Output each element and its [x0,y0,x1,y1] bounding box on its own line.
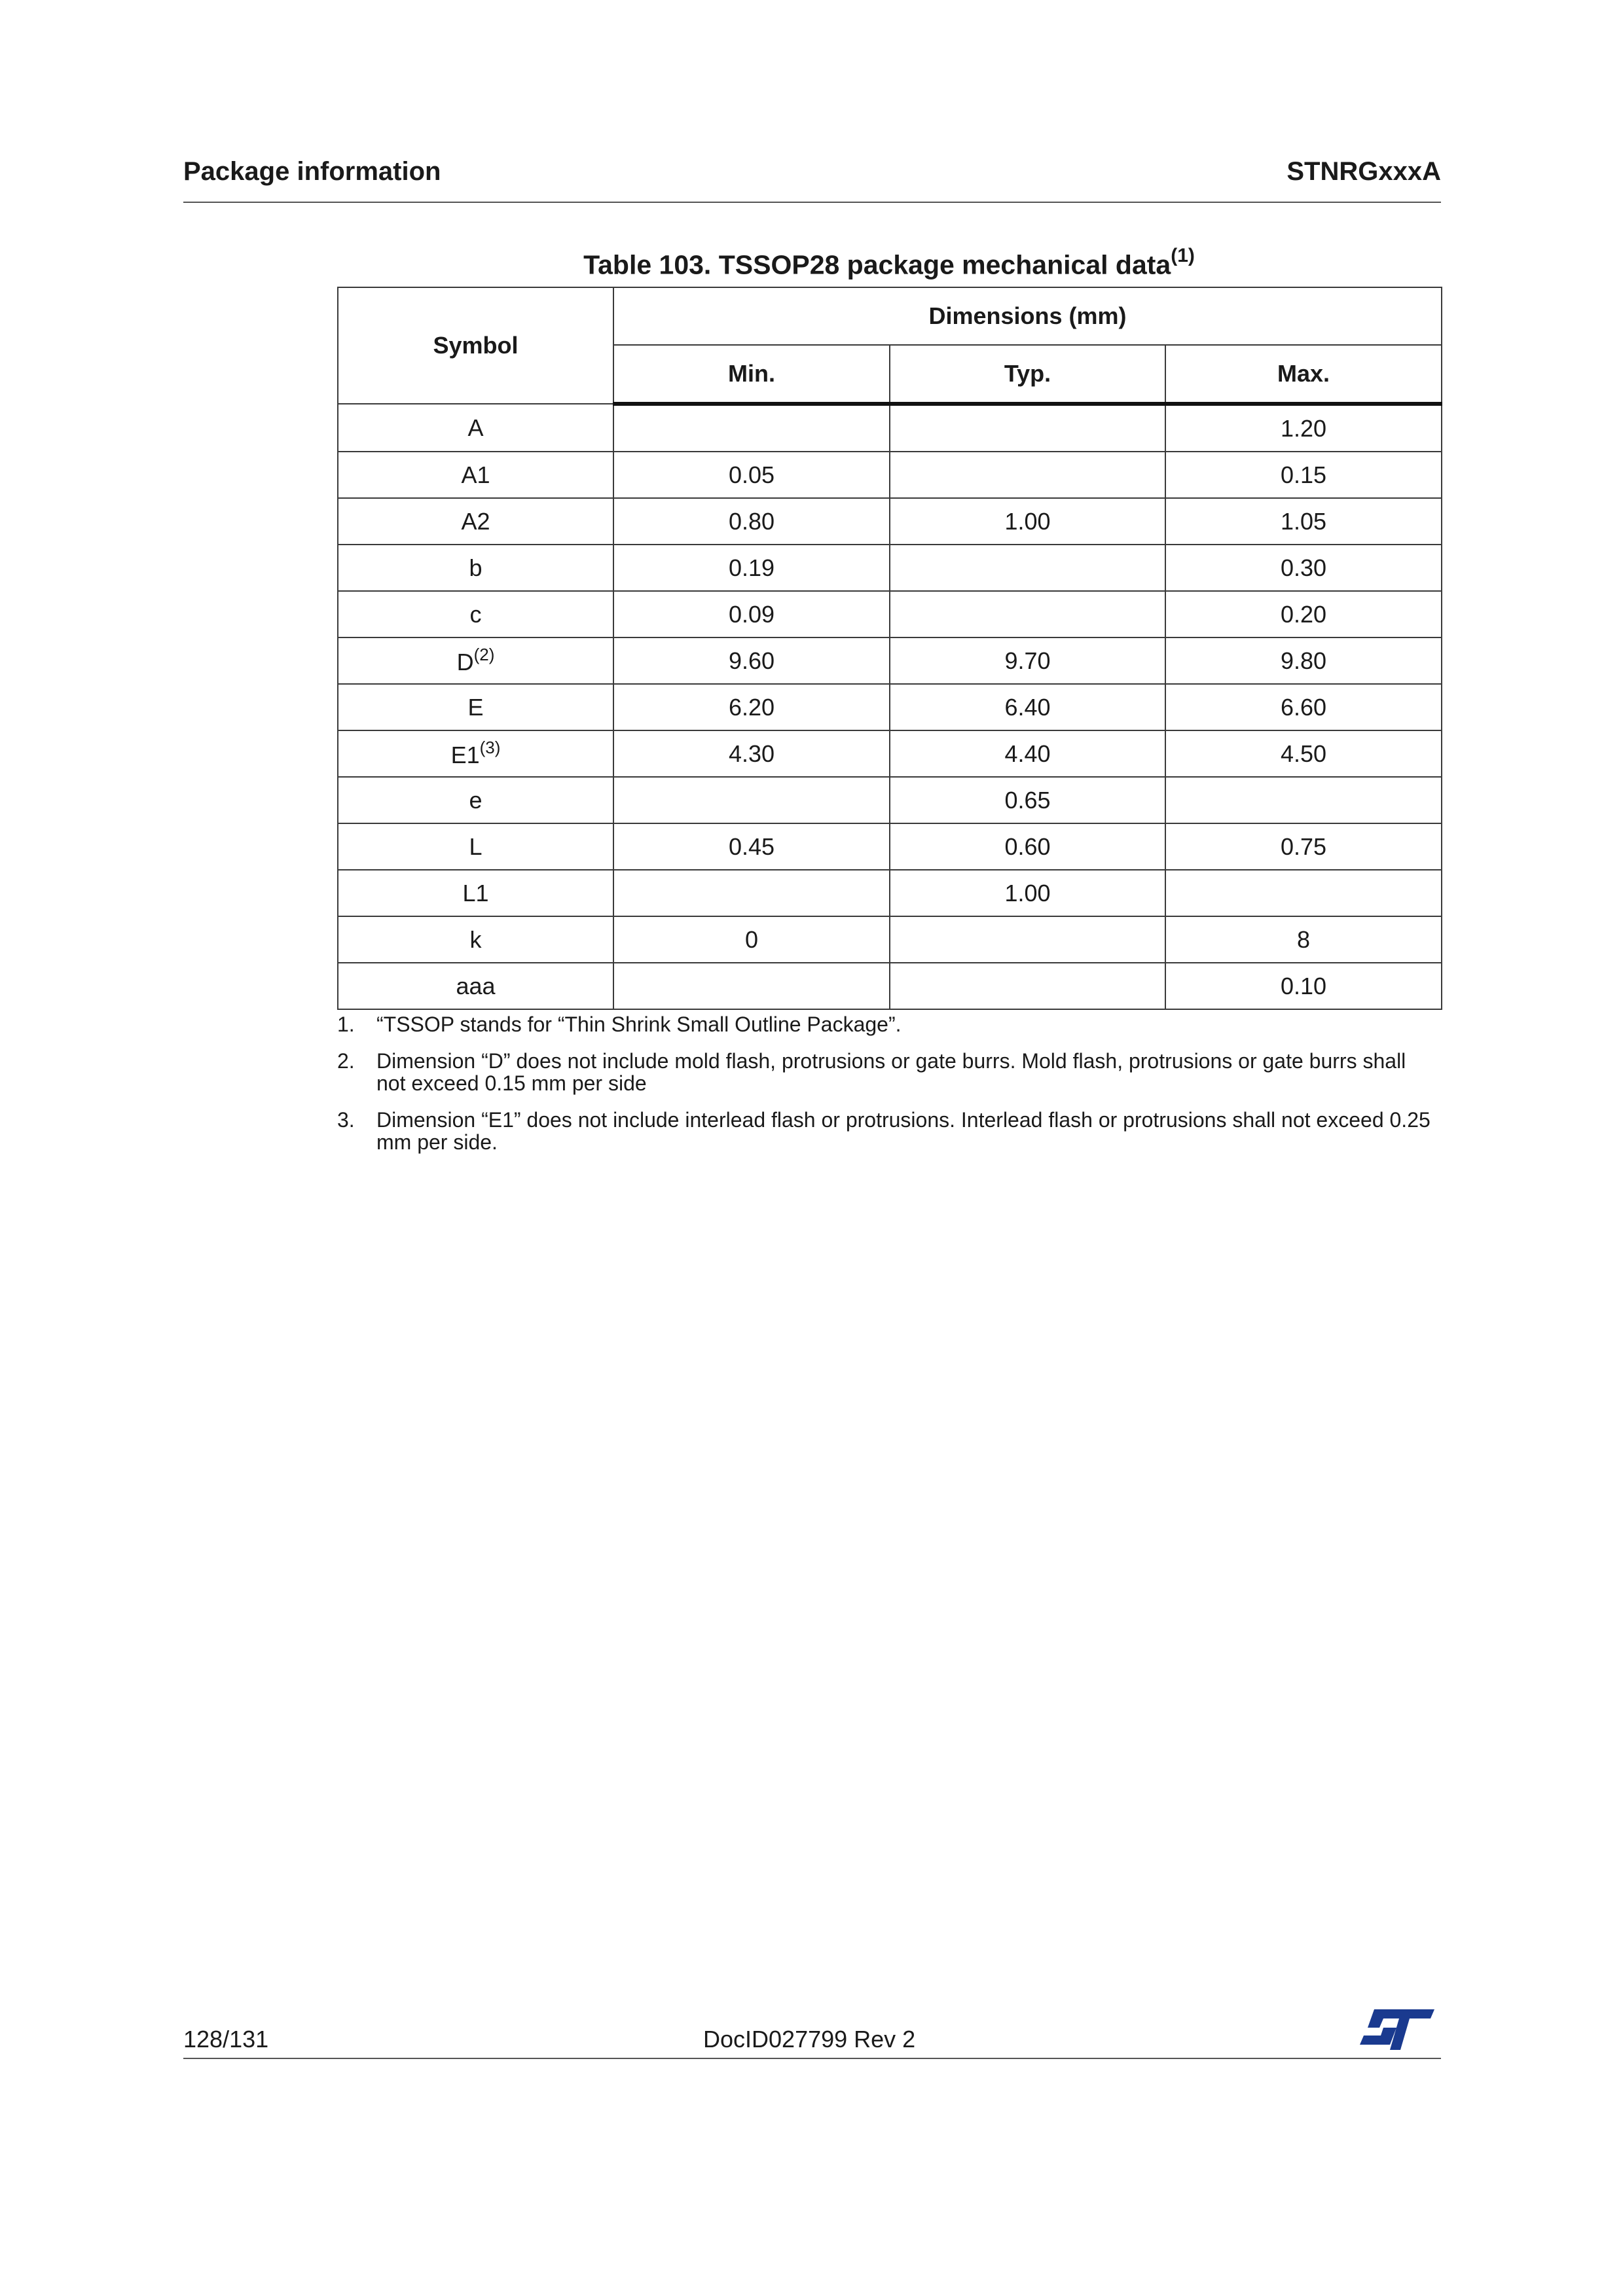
document-id: DocID027799 Rev 2 [703,2026,916,2053]
typ-cell [890,545,1165,591]
footnote-number: 3. [337,1108,355,1132]
table-row [338,823,1442,870]
dimensions-header: Dimensions (mm) [613,287,1442,345]
max-cell: 0.15 [1165,452,1442,498]
symbol-text: A1 [461,461,490,488]
min-cell: 9.60 [613,637,890,684]
footnote [337,1109,1437,1153]
symbol-text: A2 [461,507,490,535]
symbol-text: c [469,600,482,628]
symbol-cell [338,963,613,1009]
footnote-text: Dimension “E1” does not include interlead flash or protrusions. Interlead flash or protrusions shall not exceed 0.25 mm per side. [376,1108,1431,1154]
table-caption-footnote-ref: (1) [1171,245,1195,266]
product-name: STNRGxxxA [1286,157,1441,186]
min-cell [613,963,890,1009]
table-notes [337,1013,1437,1168]
table-row [338,452,1442,498]
max-cell: 0.75 [1165,823,1442,870]
symbol-footnote-ref: (3) [479,737,501,757]
table-header-row [338,287,1442,345]
table-row [338,730,1442,777]
min-header: Min. [613,345,890,404]
min-cell: 0.09 [613,591,890,637]
typ-cell: 1.00 [890,870,1165,916]
typ-cell: 0.65 [890,777,1165,823]
symbol-cell [338,591,613,637]
max-header: Max. [1165,345,1442,404]
max-cell: 0.10 [1165,963,1442,1009]
table-row [338,963,1442,1009]
symbol-cell [338,730,613,777]
max-cell: 6.60 [1165,684,1442,730]
st-logo-icon [1357,2008,1436,2051]
symbol-text: L1 [462,879,489,906]
symbol-text: E1 [450,741,480,768]
symbol-text: A [467,414,484,441]
min-cell: 0.05 [613,452,890,498]
typ-cell: 6.40 [890,684,1165,730]
symbol-text: k [469,925,482,953]
section-title: Package information [183,157,441,186]
symbol-cell [338,684,613,730]
min-cell [613,404,890,452]
min-cell: 0.45 [613,823,890,870]
footnote [337,1013,1437,1035]
typ-cell [890,452,1165,498]
table-row [338,637,1442,684]
symbol-cell [338,916,613,963]
footer-divider [183,2058,1441,2059]
footnote [337,1050,1437,1094]
table-body [338,404,1442,1009]
symbol-text: b [469,554,483,581]
footnote-number: 2. [337,1049,355,1073]
typ-cell [890,963,1165,1009]
symbol-cell [338,404,613,452]
max-cell: 9.80 [1165,637,1442,684]
typ-cell [890,591,1165,637]
typ-cell: 4.40 [890,730,1165,777]
max-cell: 1.05 [1165,498,1442,545]
symbol-cell [338,637,613,684]
table-row [338,404,1442,452]
max-cell: 4.50 [1165,730,1442,777]
table-row [338,870,1442,916]
max-cell: 8 [1165,916,1442,963]
table-row [338,545,1442,591]
max-cell [1165,870,1442,916]
symbol-cell [338,777,613,823]
min-cell: 0.80 [613,498,890,545]
symbol-header: Symbol [338,287,613,404]
min-cell [613,777,890,823]
table-row [338,498,1442,545]
footnote-number: 1. [337,1013,355,1036]
min-cell: 4.30 [613,730,890,777]
symbol-text: e [469,786,483,814]
page-number: 128/131 [183,2026,269,2053]
mechanical-data-table [337,287,1442,1010]
footnote-text: “TSSOP stands for “Thin Shrink Small Outline Package”. [376,1013,902,1036]
min-cell: 0 [613,916,890,963]
max-cell: 1.20 [1165,404,1442,452]
header-divider [183,202,1441,203]
max-cell [1165,777,1442,823]
symbol-cell [338,498,613,545]
table-row [338,916,1442,963]
min-cell: 6.20 [613,684,890,730]
typ-cell: 1.00 [890,498,1165,545]
max-cell: 0.30 [1165,545,1442,591]
symbol-cell [338,452,613,498]
footnote-text: Dimension “D” does not include mold flash, protrusions or gate burrs. Mold flash, protrusions or gate burrs shall not exceed 0.15 mm per side [376,1049,1406,1095]
symbol-text: E [467,693,484,721]
table-row [338,777,1442,823]
symbol-text: L [469,833,483,860]
min-cell: 0.19 [613,545,890,591]
min-cell [613,870,890,916]
symbol-cell [338,545,613,591]
symbol-text: D [456,648,474,675]
typ-header: Typ. [890,345,1165,404]
symbol-footnote-ref: (2) [473,644,495,664]
typ-cell: 9.70 [890,637,1165,684]
table-row [338,684,1442,730]
table-caption [337,247,1441,281]
typ-cell [890,916,1165,963]
table-caption-text: Table 103. TSSOP28 package mechanical data [583,249,1171,280]
symbol-cell [338,870,613,916]
table-row [338,591,1442,637]
symbol-cell [338,823,613,870]
symbol-text: aaa [456,972,496,999]
max-cell: 0.20 [1165,591,1442,637]
typ-cell: 0.60 [890,823,1165,870]
typ-cell [890,404,1165,452]
